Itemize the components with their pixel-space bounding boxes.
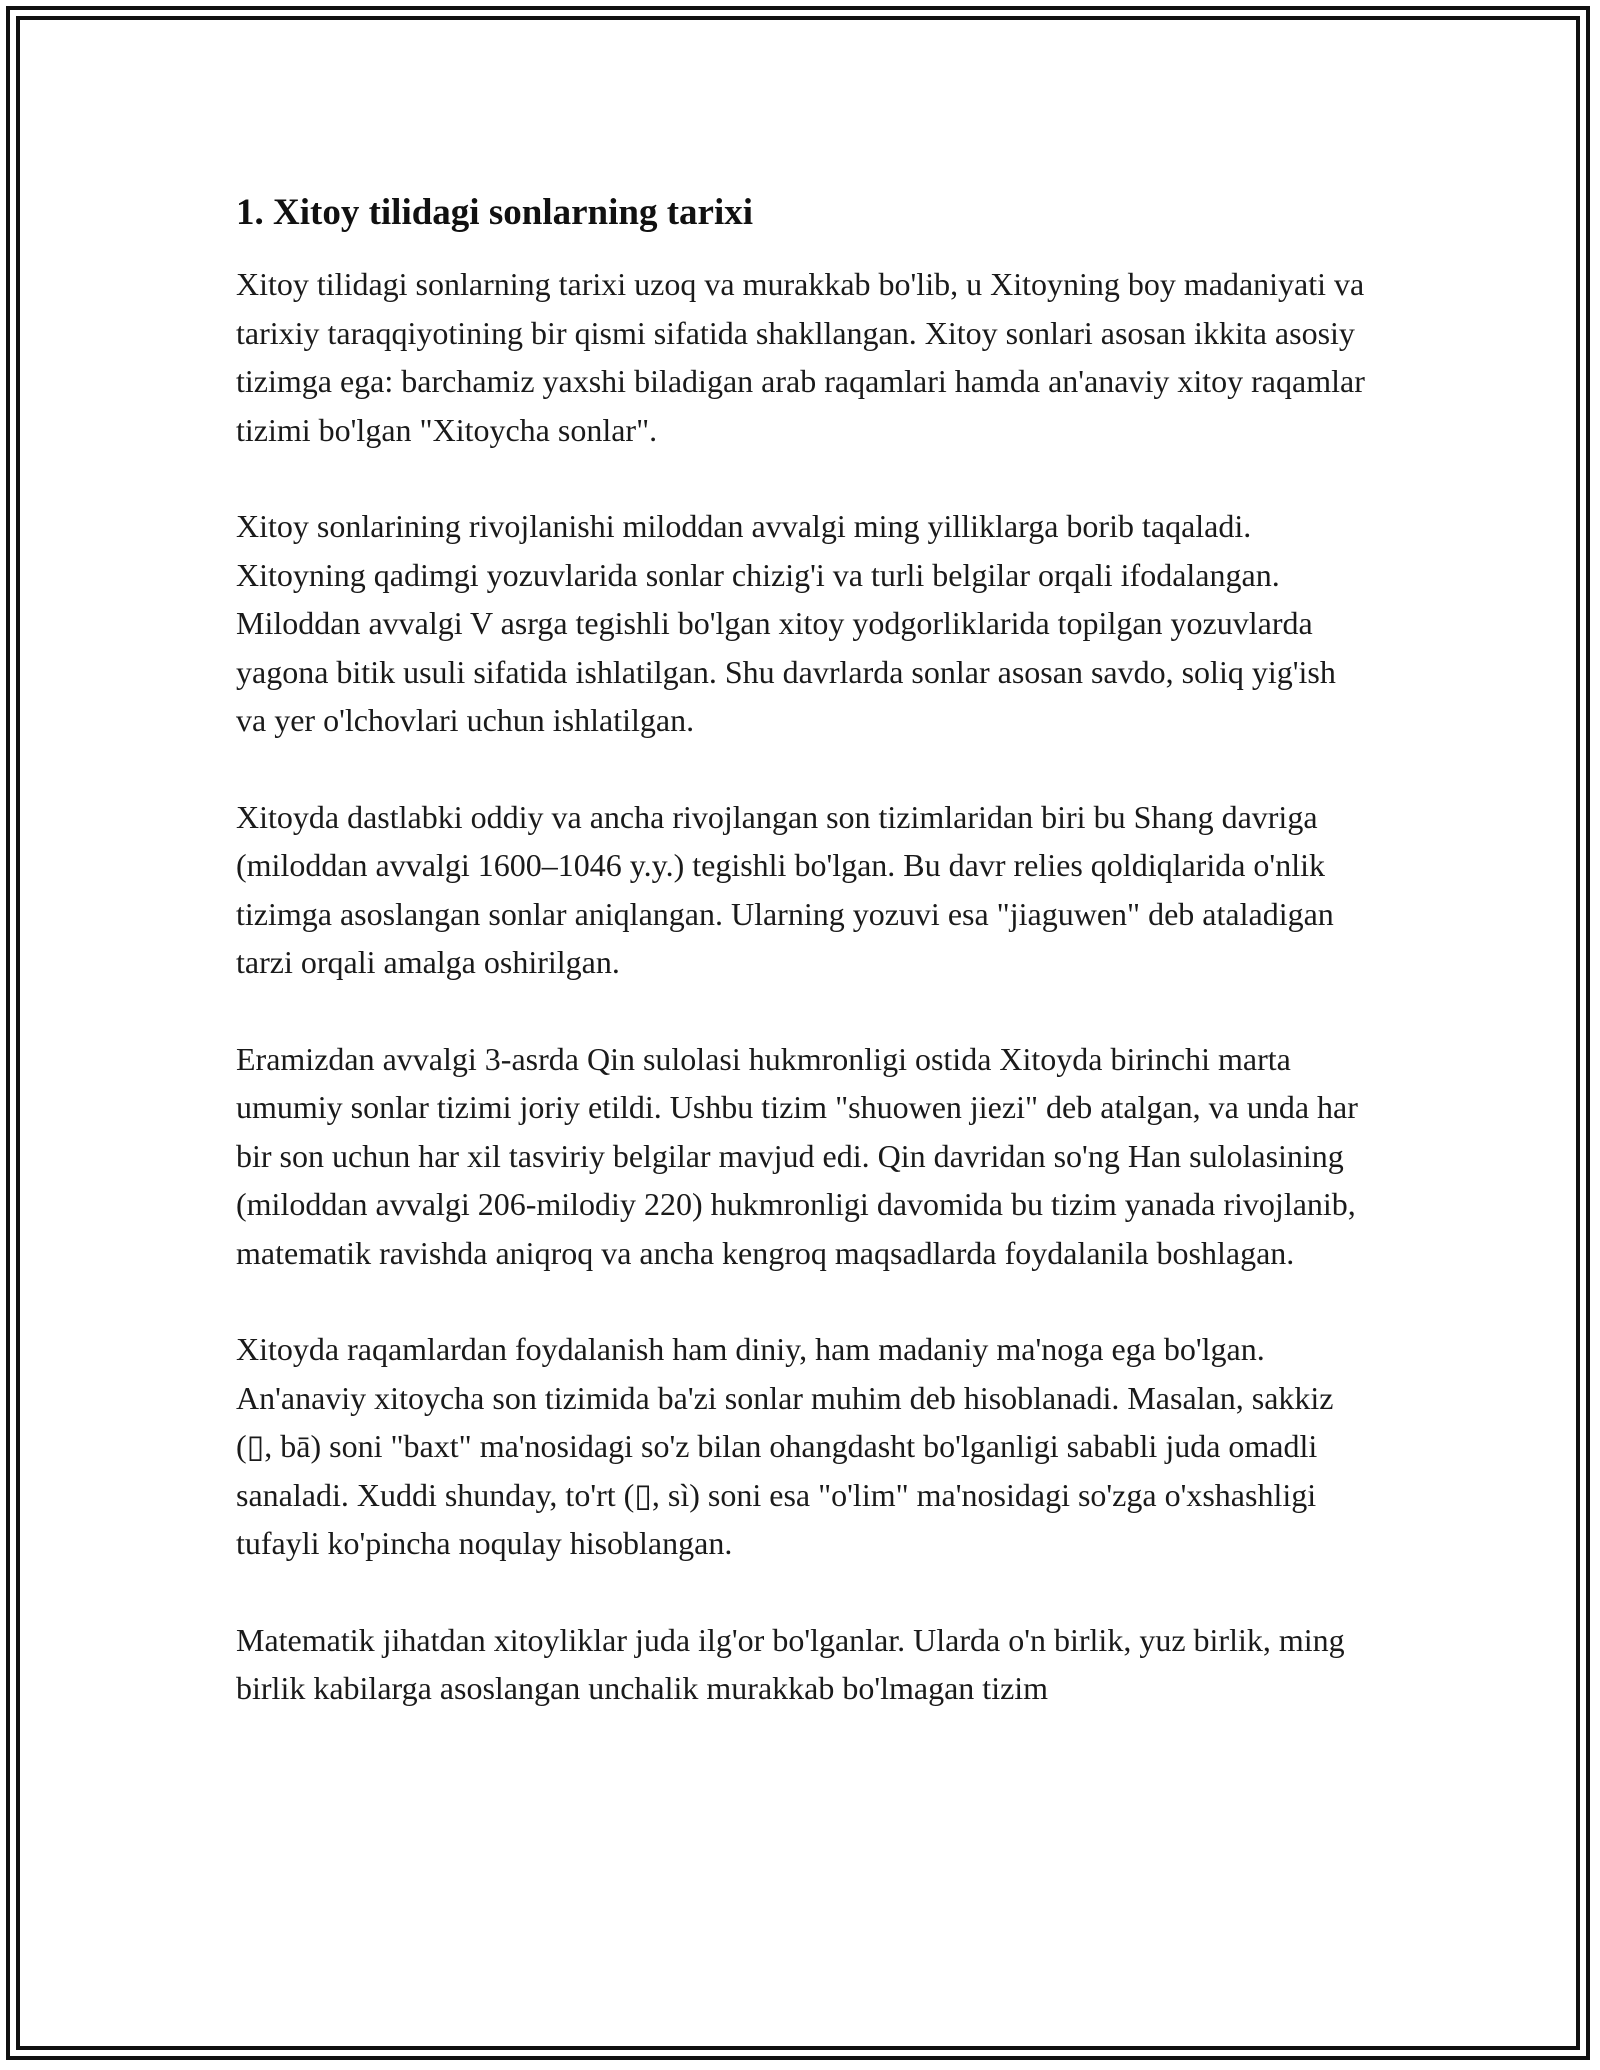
section-heading: 1. Xitoy tilidagi sonlarning tarixi bbox=[236, 192, 754, 233]
paragraph-5: Xitoyda raqamlardan foydalanish ham diniy, ham madaniy ma'noga ega bo'lgan. An'anaviy xitoycha son tizimida ba'zi sonlar muhim deb hisoblanadi. Masalan, sakkiz (▯, bā) soni "baxt" ma'nosidagi so'z bilan ohangdasht bo'lganligi sababli juda omadli sanaladi. Xuddi shunday, to'rt (▯, sì) soni esa "o'lim" ma'nosidagi so'zga o'xshashligi tufayli ko'pincha noqulay hisoblangan. bbox=[236, 1331, 1334, 1561]
paragraph-1: Xitoy tilidagi sonlarning tarixi uzoq va murakkab bo'lib, u Xitoyning boy madaniyati va tarixiy taraqqiyotining bir qismi sifatida shakllangan. Xitoy sonlari asosan ikkita asosiy tizimga ega: barchamiz yaxshi biladigan arab raqamlari hamda an'anaviy xitoy raqamlar tizimi bo'lgan "Xitoycha sonlar". bbox=[236, 266, 1365, 448]
paragraph-4: Eramizdan avvalgi 3-asrda Qin sulolasi hukmronligi ostida Xitoyda birinchi marta umumiy sonlar tizimi joriy etildi. Ushbu tizim "shuowen jiezi" deb atalgan, va unda har bir son uchun har xil tasviriy belgilar mavjud edi. Qin davridan so'ng Han sulolasining (miloddan avvalgi 206-milodiy 220) hukmronligi davomida bu tizim yanada rivojlanib, matematik ravishda aniqroq va ancha kengroq maqsadlarda foydalanila boshlagan. bbox=[236, 1040, 1358, 1271]
document-body bbox=[236, 186, 1366, 1761]
paragraph-6: Matematik jihatdan xitoyliklar juda ilg'or bo'lganlar. Ularda o'n birlik, yuz birlik, ming birlik kabilarga asoslangan unchalik murakkab bo'lmagan tizim bbox=[236, 1621, 1345, 1706]
paragraph-3: Xitoyda dastlabki oddiy va ancha rivojlangan son tizimlaridan biri bu Shang davriga (miloddan avvalgi 1600–1046 y.y.) tegishli bo'lgan. Bu davr relies qoldiqlarida o'nlik tizimga asoslangan sonlar aniqlangan. Ularning yozuvi esa "jiaguwen" deb ataladigan tarzi orqali amalga oshirilgan. bbox=[236, 798, 1334, 980]
paragraph-2: Xitoy sonlarining rivojlanishi miloddan avvalgi ming yilliklarga borib taqaladi. Xitoyning qadimgi yozuvlarida sonlar chizig'i va turli belgilar orqali ifodalangan. Miloddan avvalgi V asrga tegishli bo'lgan xitoy yodgorliklarida topilgan yozuvlarda yagona bitik usuli sifatida ishlatilgan. Shu davrlarda sonlar asosan savdo, soliq yig'ish va yer o'lchovlari uchun ishlatilgan. bbox=[236, 508, 1336, 738]
